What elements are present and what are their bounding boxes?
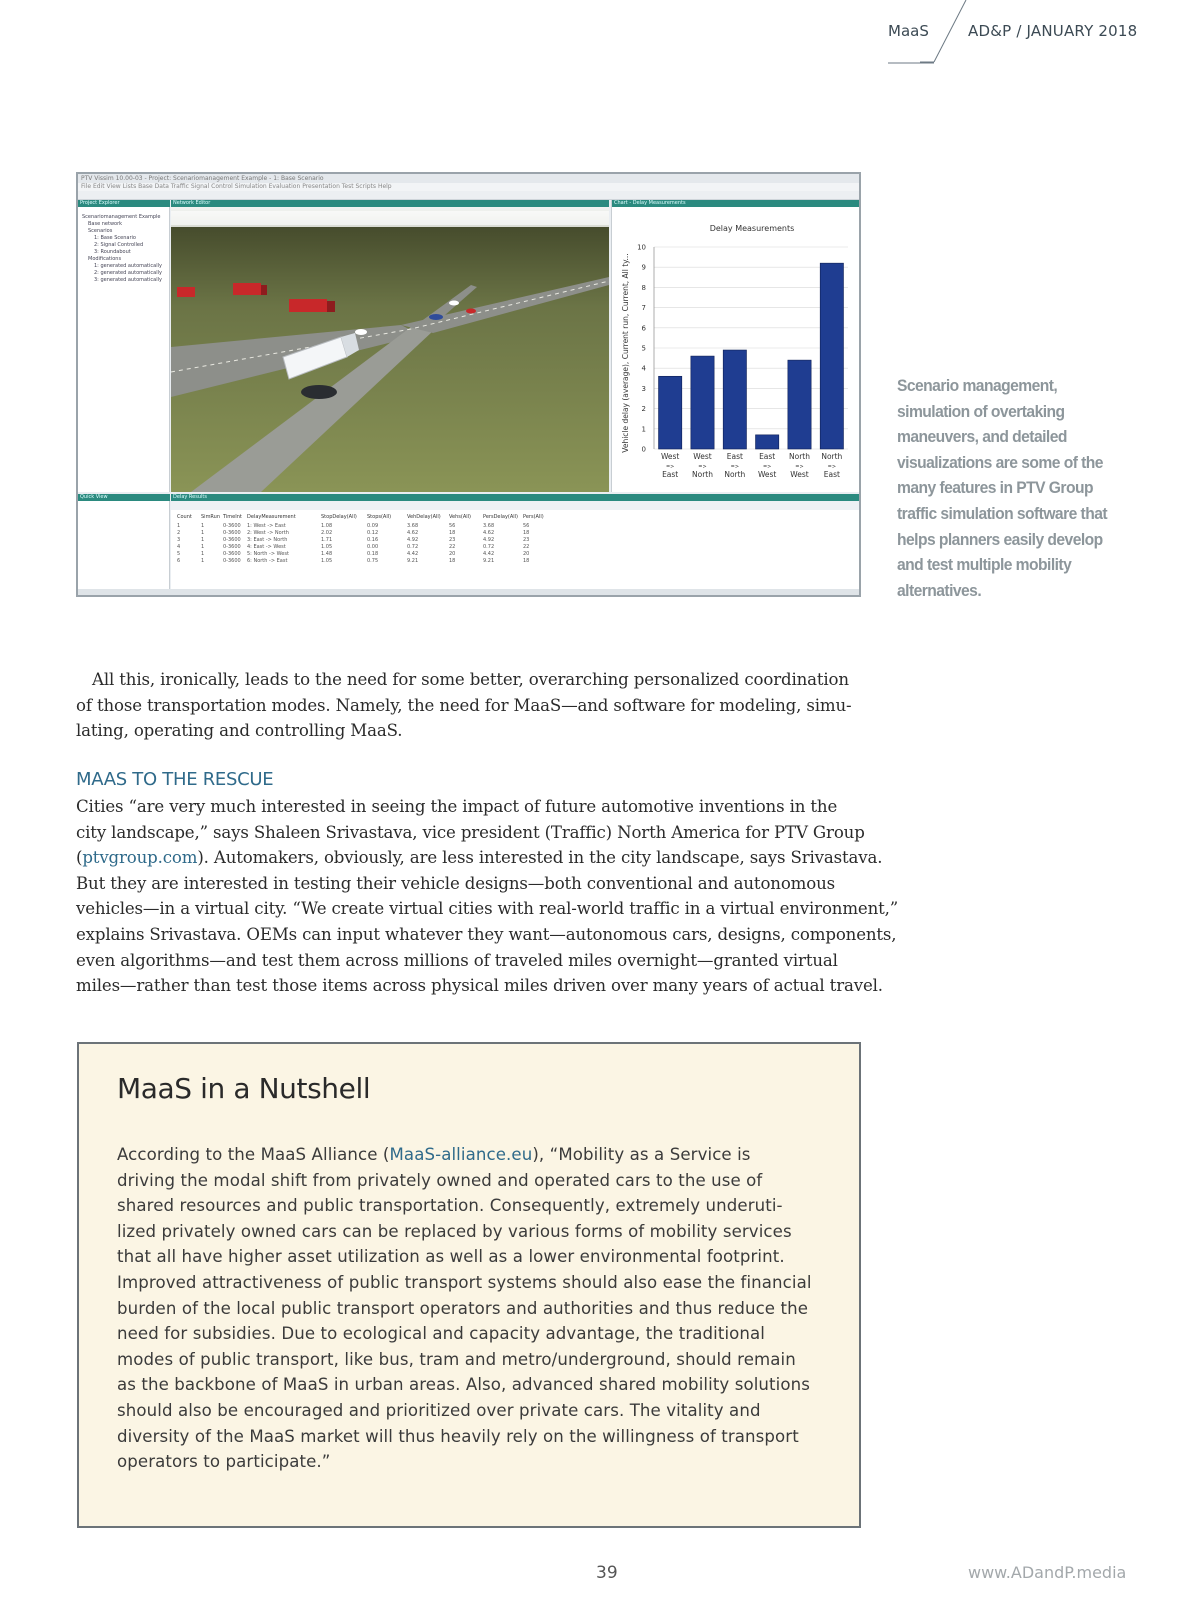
car-white-2: [449, 301, 459, 306]
sidebar-line: modes of public transport, like bus, tram and metro/underground, should remain: [117, 1349, 796, 1369]
results-cell: 18: [449, 530, 456, 536]
paragraph-line: of those transportation modes. Namely, the need for MaaS—and software for modeling, simu-: [76, 695, 852, 715]
results-cell: 20: [523, 551, 530, 557]
page-number: 39: [596, 1563, 618, 1583]
paragraph-line: lating, operating and controlling MaaS.: [76, 721, 403, 741]
results-cell: 1: [177, 523, 181, 529]
app-menubar: File Edit View Lists Base Data Traffic Signal Control Simulation Evaluation Presentation Test Scripts Help: [78, 183, 859, 191]
sidebar-title: MaaS in a Nutshell: [117, 1072, 371, 1105]
results-cell: 3.68: [407, 523, 419, 529]
paragraph-line: explains Srivastava. OEMs can input whatever they want—autonomous cars, designs, components,: [76, 924, 897, 944]
paragraph-line: [76, 845, 883, 871]
chart-x-tick: =>: [665, 464, 675, 470]
maas-alliance-link[interactable]: MaaS-alliance.eu: [389, 1145, 533, 1164]
chart-y-tick: 5: [641, 344, 646, 353]
results-cell: 0.75: [367, 558, 379, 564]
results-cell: 1: [201, 551, 205, 557]
sidebar-quote: [117, 1142, 837, 1475]
chart-x-tick: East: [662, 470, 679, 479]
project-explorer-title: Project Explorer: [78, 200, 170, 207]
results-cell: 4.42: [407, 551, 419, 557]
project-explorer-panel: [78, 200, 170, 492]
chart-x-tick: North: [821, 452, 843, 461]
results-cell: 6: [177, 558, 181, 564]
chart-x-tick: West: [693, 452, 712, 461]
chart-bar: [659, 376, 682, 449]
quick-view-panel: [78, 494, 170, 589]
chart-y-tick: 8: [641, 283, 646, 292]
quick-view-title: Quick View: [78, 494, 170, 501]
chart-y-tick: 10: [637, 243, 646, 252]
results-cell: 9.21: [483, 558, 495, 564]
sidebar-line: [117, 1142, 837, 1168]
tree-item[interactable]: 2: generated automatically: [94, 270, 162, 276]
chart-y-tick: 4: [641, 364, 646, 373]
results-header-cell: Count: [177, 514, 192, 520]
results-cell: 4.62: [483, 530, 495, 536]
results-cell: 18: [523, 558, 530, 564]
results-cell: 1: [201, 530, 205, 536]
results-header-cell: DelayMeasurement: [247, 514, 296, 520]
article-paragraph-1: [76, 667, 866, 744]
paragraph-text: ). Automakers, obviously, are less interested in the city landscape, says Srivastava.: [197, 848, 883, 868]
results-cell: 3: [177, 537, 181, 543]
car-black: [301, 385, 337, 399]
results-title: Delay Results: [171, 494, 859, 501]
tree-item[interactable]: Modifications: [88, 256, 122, 262]
chart-panel-title: Chart - Delay Measurements: [612, 200, 860, 207]
results-header-cell: Stops(All): [367, 514, 392, 520]
car-white-1: [355, 329, 367, 335]
chart-x-tick: =>: [762, 464, 772, 470]
chart-panel: [611, 200, 859, 492]
chart-bar: [820, 263, 843, 449]
results-cell: 23: [523, 537, 530, 543]
results-cell: 0.16: [367, 537, 379, 543]
results-cell: 0.72: [483, 544, 495, 550]
chart-y-tick: 3: [641, 384, 646, 393]
results-cell: 2.02: [321, 530, 333, 536]
chart-x-tick: =>: [827, 464, 837, 470]
tree-item[interactable]: 1: Base Scenario: [94, 235, 136, 241]
results-cell: 1: [201, 523, 205, 529]
chart-x-tick: =>: [698, 464, 707, 470]
sidebar-line: driving the modal shift from privately owned and operated cars to the use of: [117, 1170, 763, 1190]
chart-y-tick: 0: [641, 445, 646, 454]
header-section-label: MaaS: [888, 22, 929, 40]
chart-x-tick: East: [823, 470, 840, 479]
results-cell: 56: [449, 523, 456, 529]
chart-title: Delay Measurements: [709, 224, 795, 233]
paragraph-line: even algorithms—and test them across millions of traveled miles overnight—granted virtual: [76, 950, 838, 970]
article-paragraph-2: [76, 794, 899, 999]
chart-x-tick: West: [790, 470, 809, 479]
tree-item[interactable]: 3: generated automatically: [94, 277, 162, 283]
sidebar-line: need for subsidies. Due to ecological and capacity advantage, the traditional: [117, 1324, 766, 1344]
results-cell: 1.71: [321, 537, 333, 543]
results-cell: 3: East -> North: [247, 537, 288, 543]
results-header-cell: Pers(All): [523, 514, 544, 520]
chart-y-tick: 6: [641, 324, 646, 333]
results-cell: 0-3600: [223, 530, 241, 536]
results-cell: 3.68: [483, 523, 495, 529]
chart-bar: [756, 435, 779, 449]
results-cell: 9.21: [407, 558, 419, 564]
chart-y-tick: 1: [641, 425, 646, 434]
results-header-cell: Vehs(All): [449, 514, 471, 520]
results-cell: 18: [449, 558, 456, 564]
app-toolbar: [78, 191, 859, 200]
results-cell: 22: [449, 544, 456, 550]
chart-x-tick: East: [726, 452, 743, 461]
results-cell: 1.48: [321, 551, 333, 557]
results-toolbar: [171, 501, 859, 510]
chart-x-tick: =>: [795, 464, 804, 470]
header-issue-label: AD&P / JANUARY 2018: [968, 22, 1138, 40]
footer-website[interactable]: www.ADandP.media: [968, 1563, 1127, 1582]
results-header-cell: PersDelay(All): [483, 514, 519, 520]
results-cell: 1: [201, 558, 205, 564]
chart-bar: [788, 360, 811, 449]
header-divider: [920, 0, 970, 66]
sidebar-line: burden of the local public transport operators and authorities and thus reduce the: [117, 1298, 809, 1318]
results-table: [171, 501, 859, 589]
results-cell: 1.05: [321, 544, 333, 550]
sidebar-line: operators to participate.”: [117, 1452, 331, 1472]
results-cell: 1: West -> East: [247, 523, 286, 529]
sidebar-line: lized privately owned cars can be replaced by various forms of mobility services: [117, 1221, 792, 1241]
network-3d-view: [171, 207, 609, 492]
results-cell: 0.00: [367, 544, 379, 550]
results-cell: 18: [523, 530, 530, 536]
results-cell: 0-3600: [223, 551, 241, 557]
sidebar-line: diversity of the MaaS market will thus heavily rely on the willingness of transport: [117, 1426, 799, 1446]
results-header-cell: VehDelay(All): [407, 514, 441, 520]
results-cell: 0-3600: [223, 544, 241, 550]
results-panel: [171, 494, 859, 589]
results-cell: 1: [201, 537, 205, 543]
results-cell: 0-3600: [223, 523, 241, 529]
sidebar-text: According to the MaaS Alliance (: [117, 1145, 390, 1164]
paragraph-line: miles—rather than test those items across physical miles driven over many years of actual travel.: [76, 976, 883, 996]
chart-y-tick: 7: [641, 304, 646, 313]
results-cell: 2: West -> North: [247, 530, 289, 536]
chart-x-tick: West: [660, 452, 680, 461]
car-red: [466, 309, 476, 314]
section-heading: MAAS TO THE RESCUE: [76, 769, 274, 790]
tree-item[interactable]: Base network: [88, 221, 123, 227]
paren-open: (: [76, 848, 83, 868]
chart-x-tick: West: [757, 470, 777, 479]
results-cell: 4: [177, 544, 181, 550]
results-header-cell: SimRun: [201, 514, 221, 520]
chart-bar: [691, 356, 714, 449]
results-cell: 4.92: [407, 537, 419, 543]
results-cell: 1.05: [321, 558, 333, 564]
car-blue: [429, 314, 443, 320]
results-cell: 4: East -> West: [247, 544, 286, 550]
results-cell: 5: North -> West: [247, 551, 289, 557]
app-statusbar: [78, 589, 859, 597]
software-screenshot: [76, 172, 861, 597]
results-cell: 56: [523, 523, 530, 529]
chart-x-tick: North: [692, 470, 713, 479]
results-cell: 0.18: [367, 551, 379, 557]
tree-item[interactable]: Scenarios: [88, 228, 113, 234]
network-editor-title: Network Editor: [171, 200, 609, 207]
chart-bar: [723, 350, 746, 449]
header-underline: [888, 62, 934, 64]
paragraph-line: But they are interested in testing their vehicle designs—both conventional and autonomous: [76, 873, 835, 893]
truck-red-3: [177, 287, 195, 297]
chart-y-tick: 9: [641, 263, 646, 272]
results-cell: 1.08: [321, 523, 333, 529]
tree-item[interactable]: Scenariomanagement Example: [82, 214, 161, 220]
tree-item[interactable]: 2: Signal Controlled: [94, 242, 144, 248]
results-cell: 20: [449, 551, 456, 557]
paragraph-line: All this, ironically, leads to the need for some better, overarching personalized coordination: [92, 670, 849, 689]
sidebar-line: should also be encouraged and prioritized over private cars. The vitality and: [117, 1400, 761, 1420]
chart-x-tick: East: [759, 452, 776, 461]
figure-caption: Scenario management, simulation of overtaking maneuvers, and detailed visualizations are some of the many features in PTV Group traffic simulation software that helps planners easily develop and test multiple mobility alternatives.: [897, 376, 1108, 600]
sidebar-line: shared resources and public transportation. Consequently, extremely underuti-: [117, 1196, 783, 1216]
results-cell: 22: [523, 544, 530, 550]
network-editor-panel: [171, 200, 609, 492]
app-titlebar: PTV Vissim 10.00-03 - Project: Scenariomanagement Example - 1: Base Scenario: [78, 174, 859, 183]
chart-x-tick: =>: [730, 464, 740, 470]
chart-x-tick: North: [789, 452, 810, 461]
delay-chart: [612, 207, 860, 492]
results-cell: 23: [449, 537, 456, 543]
tree-item[interactable]: 3: Roundabout: [94, 249, 131, 255]
results-cell: 5: [177, 551, 181, 557]
sidebar-line: Improved attractiveness of public transport systems should also ease the financial: [117, 1272, 812, 1292]
tree-item[interactable]: 1: generated automatically: [94, 263, 162, 269]
results-cell: 0.12: [367, 530, 379, 536]
results-cell: 2: [177, 530, 181, 536]
chart-y-tick: 2: [641, 405, 646, 414]
results-cell: 6: North -> East: [247, 558, 288, 564]
results-cell: 0-3600: [223, 537, 241, 543]
chart-x-tick: North: [724, 470, 746, 479]
ptvgroup-link[interactable]: ptvgroup.com: [82, 848, 198, 868]
results-cell: 0.09: [367, 523, 379, 529]
sidebar-text: ), “Mobility as a Service is: [532, 1145, 751, 1164]
sidebar-line: that all have higher asset utilization as well as a lower environmental footprint.: [117, 1247, 785, 1267]
results-cell: 4.62: [407, 530, 419, 536]
sidebar-line: as the backbone of MaaS in urban areas. Also, advanced shared mobility solutions: [117, 1375, 810, 1395]
results-cell: 4.92: [483, 537, 495, 543]
results-cell: 1: [201, 544, 205, 550]
paragraph-line: city landscape,” says Shaleen Srivastava, vice president (Traffic) North America for PTV Group: [76, 822, 865, 842]
paragraph-line: vehicles—in a virtual city. “We create virtual cities with real-world traffic in a virtual environment,”: [76, 899, 899, 919]
chart-y-axis-label: Vehicle delay (average), Current run, Current, All ty...: [621, 253, 630, 453]
results-cell: 4.42: [483, 551, 495, 557]
sidebar-box: [77, 1042, 861, 1528]
results-header-cell: TimeInt: [223, 514, 242, 520]
results-cell: 0.72: [407, 544, 419, 550]
results-cell: 0-3600: [223, 558, 241, 564]
results-header-cell: StopDelay(All): [321, 514, 357, 520]
paragraph-line: Cities “are very much interested in seeing the impact of future automotive inventions in the: [76, 797, 838, 816]
